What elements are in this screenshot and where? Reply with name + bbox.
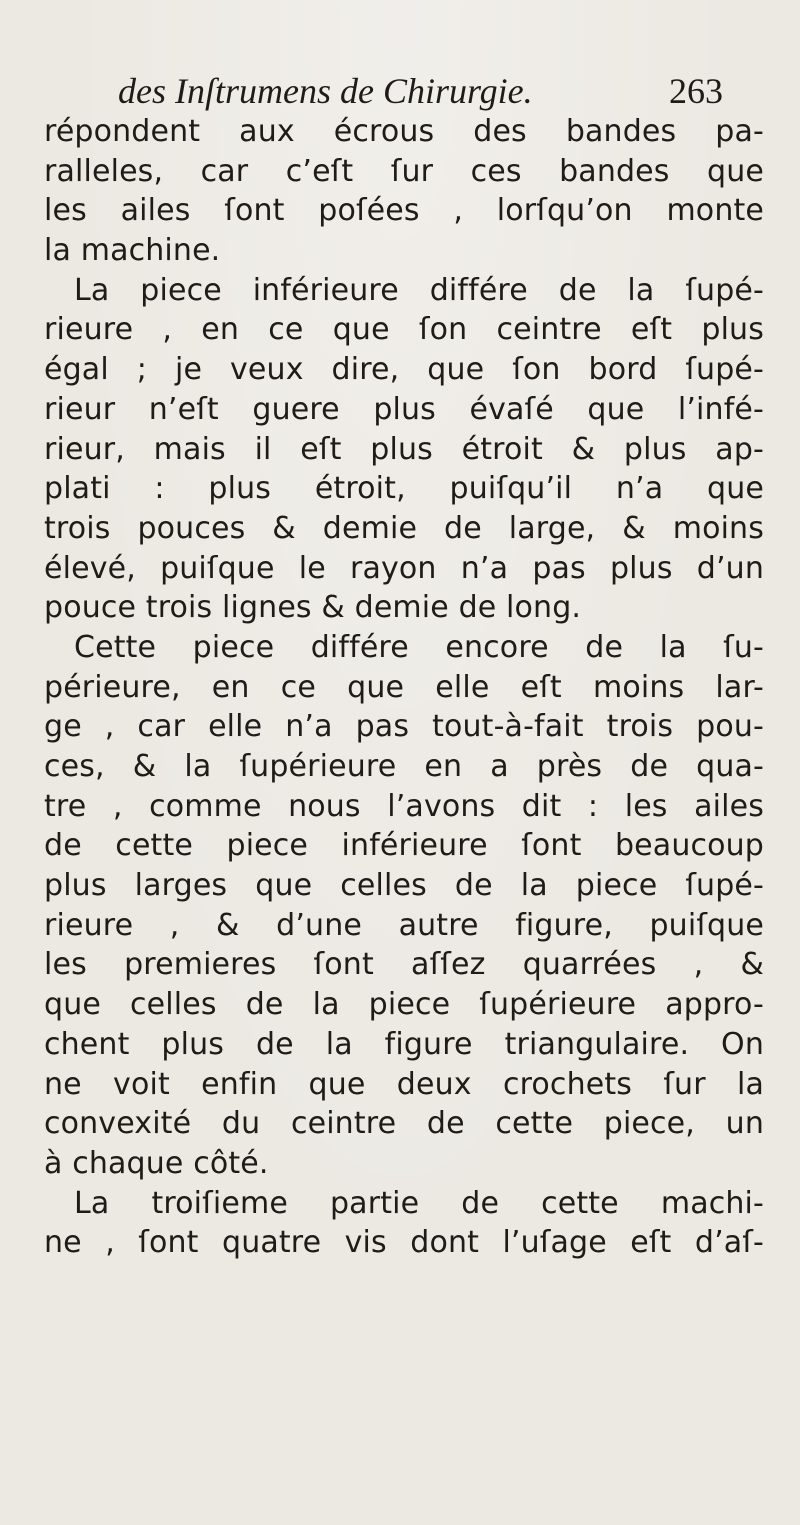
text-line: répondent aux écrous des bandes pa-: [44, 114, 764, 149]
text-line: La troiſieme partie de cette machi-: [74, 1185, 764, 1221]
text-line: chent plus de la figure triangulaire. On: [44, 1026, 764, 1062]
text-line: périeure, en ce que elle eſt moins lar-: [44, 669, 764, 705]
text-line: les premieres ſont aſſez quarrées , &: [44, 947, 764, 983]
text-line: rieure , & d’une autre figure, puiſque: [44, 907, 764, 943]
text-line: La piece inférieure différe de la ſupé-: [74, 272, 764, 308]
text-line: tre , comme nous l’avons dit : les ailes: [44, 788, 764, 824]
text-line: les ailes ſont poſées , lorſqu’on monte: [44, 193, 764, 229]
text-line: que celles de la piece ſupérieure appro-: [44, 987, 764, 1023]
page-number: 263: [669, 71, 723, 111]
text-line: ralleles, car c’eſt ſur ces bandes que: [44, 153, 764, 189]
text-line: de cette piece inférieure ſont beaucoup: [44, 828, 764, 864]
text-line: Cette piece différe encore de la ſu-: [74, 629, 764, 665]
text-line: ne , ſont quatre vis dont l’uſage eſt d’aſ-: [44, 1225, 764, 1261]
text-line: rieur n’eſt guere plus évaſé que l’infé-: [44, 391, 764, 427]
page-header: [118, 68, 723, 114]
text-line: ces, & la ſupérieure en a près de qua-: [44, 749, 764, 784]
text-line: convexité du ceintre de cette piece, un: [44, 1106, 764, 1142]
text-line: ge , car elle n’a pas tout-à-fait trois pou-: [44, 709, 764, 745]
text-line: ne voit enfin que deux crochets ſur la: [44, 1066, 764, 1102]
text-line: rieure , en ce que ſon ceintre eſt plus: [44, 312, 764, 348]
text-line: rieur, mais il eſt plus étroit & plus ap-: [44, 431, 764, 467]
text-line: plus larges que celles de la piece ſupé-: [44, 868, 764, 904]
body-text: [44, 112, 764, 1263]
text-line: plati : plus étroit, puiſqu’il n’a que: [44, 471, 764, 507]
text-line: à chaque côté.: [44, 1145, 269, 1181]
text-line: la machine.: [44, 233, 221, 269]
text-line: pouce trois lignes & demie de long.: [44, 590, 582, 626]
text-line: égal ; je veux dire, que ſon bord ſupé-: [44, 352, 764, 388]
text-line: trois pouces & demie de large, & moins: [44, 510, 764, 546]
running-title: des Inſtrumens de Chirurgie.: [118, 71, 533, 111]
text-line: élevé, puiſque le rayon n’a pas plus d’un: [44, 550, 764, 586]
